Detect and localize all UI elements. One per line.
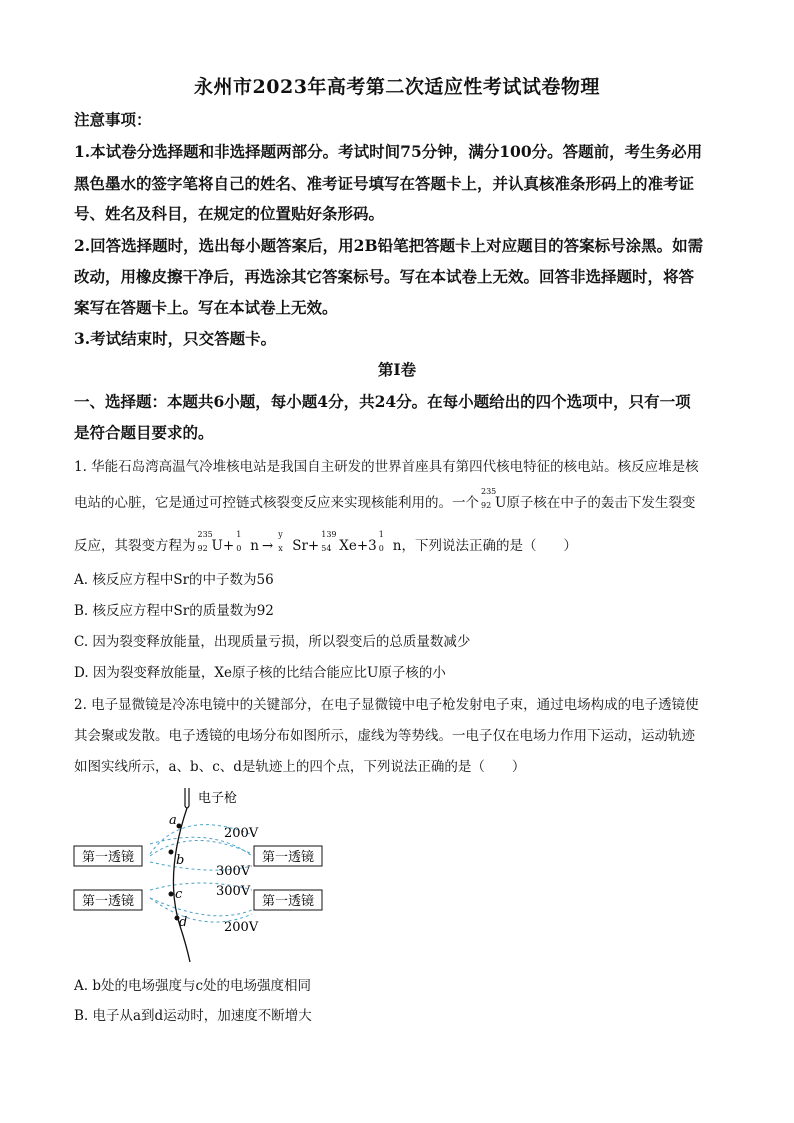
notice-line: 案写在答题卡上。写在本试卷上无效。 — [74, 298, 338, 317]
q1-text: 1. 华能石岛湾高温气冷堆核电站是我国自主研发的世界首座具有第四代核电特征的核电站。核反应堆是核 — [74, 459, 699, 475]
equipotential-line — [150, 898, 252, 916]
section-heading-cont: 是符合题目要求的。 — [74, 423, 214, 442]
equipotential-line — [150, 840, 252, 856]
nuclide-symbol: U — [495, 495, 507, 511]
nuclide-mass: 1 — [378, 530, 384, 539]
lens-label: 第一透镜 — [261, 850, 315, 865]
nuclide-n — [236, 530, 259, 554]
nuclide-charge: 54 — [321, 544, 332, 553]
nuclide-u — [197, 530, 223, 554]
voltage-label: 200V — [224, 826, 259, 841]
notice-line: 3.考试结束时，只交答题卡。 — [74, 329, 277, 348]
nuclide-sr — [278, 530, 308, 554]
nuclide-n — [378, 530, 402, 554]
nuclide-symbol: Xe — [339, 538, 357, 554]
nuclide-symbol: n — [392, 538, 402, 554]
nuclide-u — [481, 487, 507, 511]
q1-option-b: B. 核反应方程中Sr的质量数为92 — [74, 603, 274, 619]
voltage-label: 300V — [216, 864, 251, 879]
point-label: a — [169, 813, 177, 828]
nuclide-mass: 235 — [197, 530, 213, 539]
nuclide-mass: y — [278, 530, 283, 539]
notice-heading: 注意事项： — [74, 110, 152, 129]
plus-sign: + — [307, 538, 320, 554]
nuclide-symbol: U — [211, 538, 223, 554]
nuclide-charge: 0 — [378, 544, 384, 553]
notice-line: 号、姓名及科目，在规定的位置贴好条形码。 — [74, 204, 385, 223]
voltage-label: 200V — [224, 920, 259, 935]
gun-label: 电子枪 — [198, 791, 238, 806]
section-heading: 一、选择题：本题共6小题，每小题4分，共24分。在每小题给出的四个选项中，只有一项 — [74, 392, 691, 411]
nuclide-charge: 92 — [197, 544, 208, 553]
electron-lens-figure — [72, 786, 332, 966]
point-label: b — [176, 853, 185, 868]
point-label: d — [179, 915, 188, 930]
lens-label: 第一透镜 — [261, 894, 315, 909]
nuclide-mass: 235 — [481, 487, 497, 496]
nuclide-mass: 139 — [321, 530, 337, 539]
nuclide-charge: 92 — [481, 501, 492, 510]
plus-sign: + — [222, 538, 235, 554]
q1-option-d: D. 因为裂变释放能量，Xe原子核的比结合能应比U原子核的小 — [74, 665, 446, 681]
q2-text: 2. 电子显微镜是冷冻电镜中的关键部分，在电子显微镜中电子枪发射电子束，通过电场构成的电子透镜使 — [74, 697, 699, 713]
q2-text: 其会聚或发散。电子透镜的电场分布如图所示，虚线为等势线。一电子仅在电场力作用下运动，运动轨迹 — [74, 728, 695, 744]
q2-option-b: B. 电子从a到d运动时，加速度不断增大 — [74, 1008, 312, 1024]
nuclide-xe — [321, 530, 357, 554]
voltage-label: 300V — [216, 884, 251, 899]
fission-equation — [196, 530, 402, 554]
plus-sign: +3 — [356, 538, 377, 554]
point-label: c — [175, 887, 183, 902]
notice-line: 改动，用橡皮擦干净后，再选涂其它答案标号。写在本试卷上无效。回答非选择题时，将答 — [74, 267, 695, 286]
q2-text: 如图实线所示，a、b、c、d是轨迹上的四个点，下列说法正确的是（ ） — [74, 759, 526, 775]
lens-label: 第一透镜 — [81, 894, 135, 909]
notice-line: 2.回答选择题时，选出每小题答案后，用2B铅笔把答题卡上对应题目的答案标号涂黑。如需 — [74, 236, 704, 255]
electron-gun-icon — [185, 788, 189, 808]
q1-option-c: C. 因为裂变释放能量，出现质量亏损，所以裂变后的总质量数减少 — [74, 634, 471, 650]
nuclide-charge: x — [278, 544, 283, 553]
q1-text — [74, 487, 696, 511]
notice-line: 黑色墨水的签字笔将自己的姓名、准考证号填写在答题卡上，并认真核准条形码上的准考证 — [74, 174, 695, 193]
nuclide-symbol: n — [250, 538, 259, 554]
q1-text-part: 电站的心脏，它是通过可控链式核裂变反应来实现核能利用的。一个 — [74, 495, 479, 511]
q1-text-part: 原子核在中子的轰击下发生裂变 — [506, 495, 696, 511]
notice-line: 1.本试卷分选择题和非选择题两部分。考试时间75分钟，满分100分。答题前，考生务必用 — [74, 142, 703, 161]
q1-equation-line — [74, 530, 577, 554]
point-c — [169, 892, 174, 897]
q2-option-a: A. b处的电场强度与c处的电场强度相同 — [74, 978, 312, 994]
q1-text-part: ，下列说法正确的是（ ） — [401, 538, 577, 554]
lens-label: 第一透镜 — [81, 850, 135, 865]
exam-title: 永州市2023年高考第二次适应性考试试卷物理 — [194, 76, 600, 98]
reaction-arrow: → — [261, 538, 274, 554]
nuclide-charge: 0 — [236, 544, 242, 553]
q1-option-a: A. 核反应方程中Sr的中子数为56 — [74, 572, 274, 588]
volume-heading: 第Ⅰ卷 — [377, 360, 417, 379]
nuclide-symbol: Sr — [292, 538, 308, 554]
q1-text-part: 反应，其裂变方程为 — [74, 538, 196, 554]
point-a — [177, 824, 182, 829]
equipotential-line — [150, 898, 252, 922]
point-b — [169, 850, 174, 855]
nuclide-mass: 1 — [236, 530, 242, 539]
